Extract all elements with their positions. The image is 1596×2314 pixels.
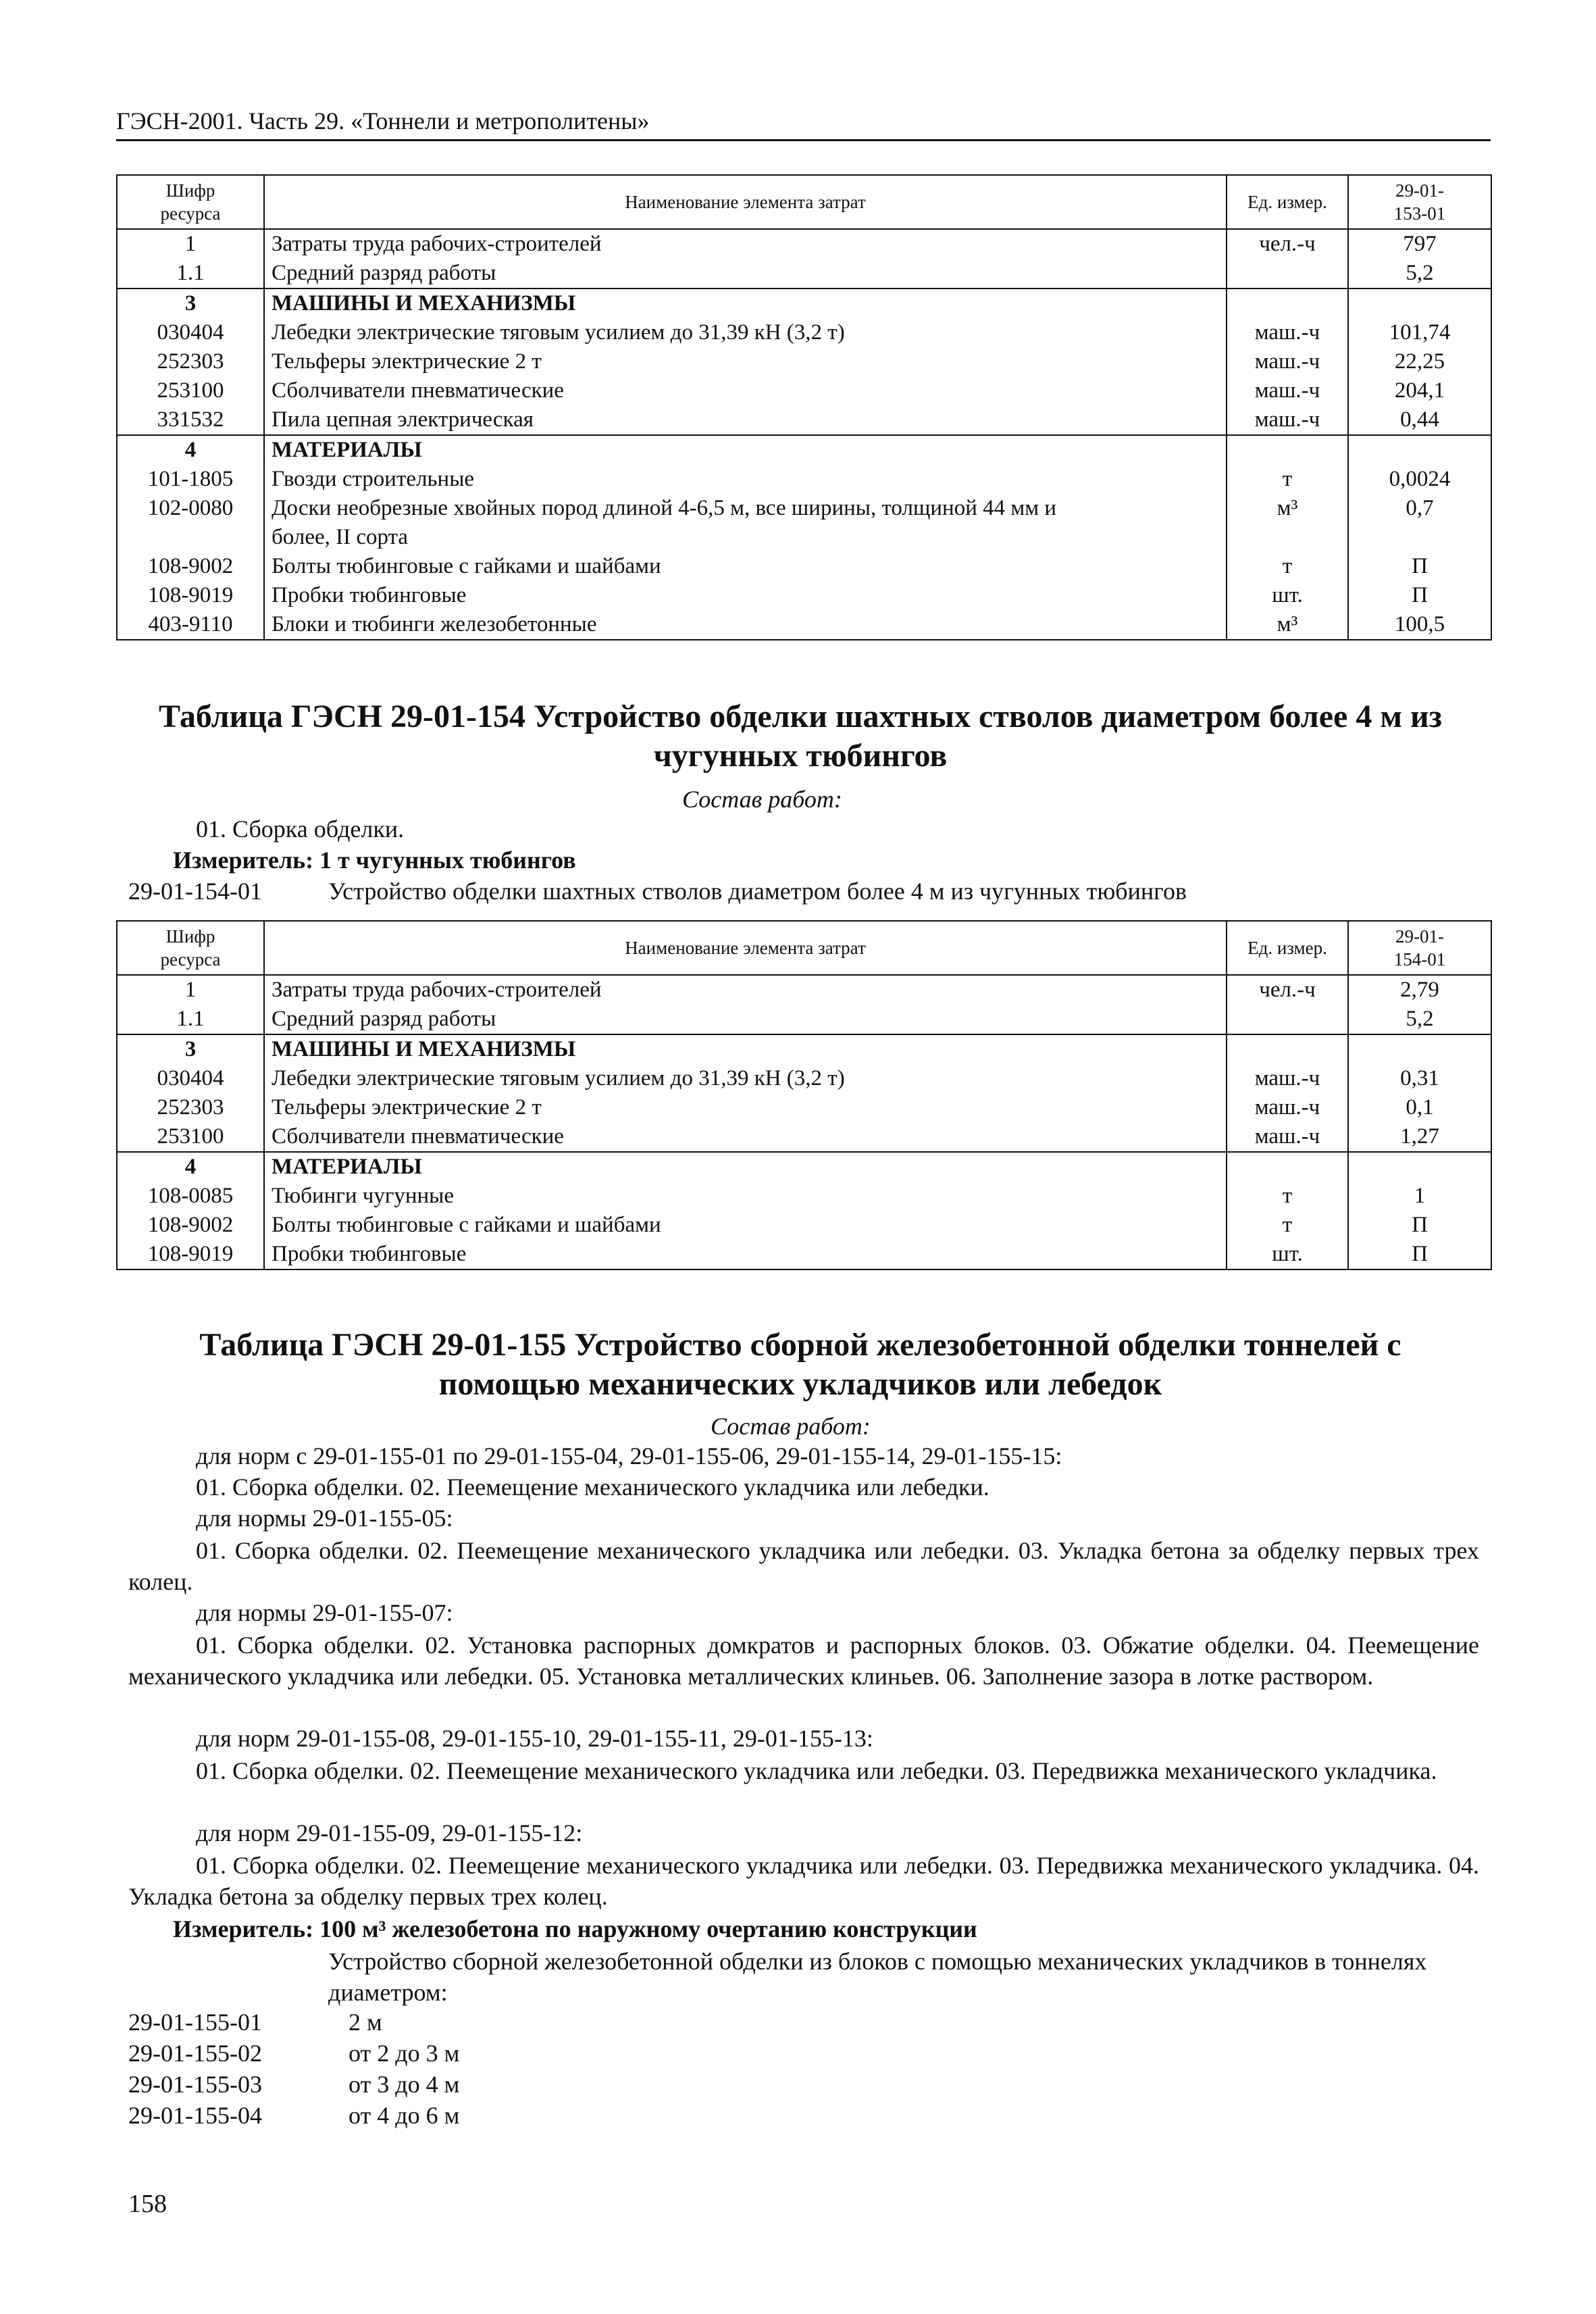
work-composition-label: Состав работ:	[682, 786, 842, 813]
resource-value	[1348, 523, 1491, 552]
table-row	[117, 376, 1491, 405]
work-composition-label: Состав работ:	[711, 1413, 871, 1440]
running-header: ГЭСН-2001. Часть 29. «Тоннели и метрополитены»	[116, 107, 650, 134]
norm-code: 29-01-155-01	[128, 2009, 262, 2036]
resource-value: 5,2	[1348, 259, 1491, 288]
col-header-code: Шифр ресурса	[117, 921, 264, 975]
col-header-norm: 29-01- 154-01	[1348, 921, 1491, 975]
resource-unit: т	[1227, 552, 1348, 581]
resource-name: Средний разряд работы	[264, 259, 1227, 288]
resource-unit	[1227, 435, 1348, 465]
resource-unit	[1227, 259, 1348, 288]
resource-name: Пробки тюбинговые	[264, 1240, 1227, 1269]
measure-unit: Измеритель: 1 т чугунных тюбингов	[173, 847, 576, 874]
resource-unit	[1227, 1152, 1348, 1182]
resource-value: 0,31	[1348, 1064, 1491, 1093]
norm-code: 29-01-154-01	[128, 878, 262, 905]
norm-label: от 2 до 3 м	[349, 2040, 460, 2067]
resource-unit: т	[1227, 1182, 1348, 1211]
table-row	[117, 1240, 1491, 1269]
table-row	[117, 288, 1491, 318]
measure-unit: Измеритель: 100 м³ железобетона по наружному очертанию конструкции	[173, 1915, 977, 1942]
resource-code: 102-0080	[117, 494, 264, 523]
resource-unit	[1227, 288, 1348, 318]
resource-unit: маш.-ч	[1227, 405, 1348, 435]
resource-table-153	[116, 174, 1492, 640]
resource-value: 2,79	[1348, 975, 1491, 1005]
norm-label: от 4 до 6 м	[349, 2102, 460, 2129]
resource-code: 108-9019	[117, 1240, 264, 1269]
resource-code: 108-0085	[117, 1182, 264, 1211]
work-items: 01. Сборка обделки. 02. Установка распорных домкратов и распорных блоков. 03. Обжатие обделки. 04. Пеемещение механического укладчика или лебедки. 05. Установка металлических клиньев. 06. Заполнение зазора в лотке раствором.	[128, 1632, 1479, 1690]
resource-unit: т	[1227, 465, 1348, 494]
col-header-norm: 29-01- 153-01	[1348, 175, 1491, 229]
resource-value: 0,7	[1348, 494, 1491, 523]
col-header-unit: Ед. измер.	[1227, 921, 1348, 975]
resource-unit: чел.-ч	[1227, 229, 1348, 259]
resource-value: П	[1348, 581, 1491, 610]
table-row	[117, 975, 1491, 1005]
resource-value: 1	[1348, 1182, 1491, 1211]
table-row	[117, 1152, 1491, 1182]
table-row	[117, 465, 1491, 494]
resource-unit	[1227, 523, 1348, 552]
resource-unit	[1227, 1034, 1348, 1064]
resource-value: 797	[1348, 229, 1491, 259]
resource-name: Сболчиватели пневматические	[264, 376, 1227, 405]
table-row	[117, 347, 1491, 376]
resource-table-154	[116, 920, 1492, 1270]
resource-name: Затраты труда рабочих-строителей	[264, 975, 1227, 1005]
table-row	[117, 610, 1491, 640]
resource-unit	[1227, 1005, 1348, 1034]
resource-code: 4	[117, 435, 264, 465]
resource-name: Тельферы электрические 2 т	[264, 347, 1227, 376]
work-item: 01. Сборка обделки.	[196, 815, 405, 842]
resource-unit: м³	[1227, 610, 1348, 640]
resource-name: Доски необрезные хвойных пород длиной 4-6,5 м, все ширины, толщиной 44 мм и	[264, 494, 1227, 523]
resource-unit: маш.-ч	[1227, 1064, 1348, 1093]
resource-value: 204,1	[1348, 376, 1491, 405]
col-header-name: Наименование элемента затрат	[264, 921, 1227, 975]
page-number: 158	[128, 2190, 167, 2218]
resource-code: 403-9110	[117, 610, 264, 640]
applicability-note: для нормы 29-01-155-05:	[196, 1505, 453, 1532]
resource-value: П	[1348, 1240, 1491, 1269]
resource-value: 0,0024	[1348, 465, 1491, 494]
table-row	[117, 581, 1491, 610]
resource-value: 22,25	[1348, 347, 1491, 376]
table-row	[117, 1093, 1491, 1122]
col-header-name: Наименование элемента затрат	[264, 175, 1227, 229]
resource-code: 108-9019	[117, 581, 264, 610]
resource-name: Пила цепная электрическая	[264, 405, 1227, 435]
resource-value	[1348, 288, 1491, 318]
table-row	[117, 1122, 1491, 1152]
resource-code: 252303	[117, 1093, 264, 1122]
resource-code: 108-9002	[117, 1211, 264, 1240]
applicability-note: для норм 29-01-155-09, 29-01-155-12:	[196, 1819, 583, 1846]
table-row	[117, 1211, 1491, 1240]
norm-label: 2 м	[349, 2009, 382, 2036]
norm-code: 29-01-155-03	[128, 2071, 262, 2098]
work-items: 01. Сборка обделки. 02. Пеемещение механического укладчика или лебедки.	[196, 1474, 989, 1501]
resource-value: 100,5	[1348, 610, 1491, 640]
resource-name: Средний разряд работы	[264, 1005, 1227, 1034]
resource-name: МАШИНЫ И МЕХАНИЗМЫ	[264, 1034, 1227, 1064]
resource-code: 253100	[117, 376, 264, 405]
resource-value	[1348, 1034, 1491, 1064]
resource-unit: маш.-ч	[1227, 318, 1348, 347]
resource-name: Тельферы электрические 2 т	[264, 1093, 1227, 1122]
resource-unit: шт.	[1227, 581, 1348, 610]
resource-code: 108-9002	[117, 552, 264, 581]
resource-name: Блоки и тюбинги железобетонные	[264, 610, 1227, 640]
table-row	[117, 1064, 1491, 1093]
table-row	[117, 259, 1491, 288]
work-items: 01. Сборка обделки. 02. Пеемещение механического укладчика или лебедки. 03. Передвижка механического укладчика.	[196, 1757, 1437, 1784]
resource-name: Пробки тюбинговые	[264, 581, 1227, 610]
resource-name: Гвозди строительные	[264, 465, 1227, 494]
table-row	[117, 523, 1491, 552]
norm-name: Устройство обделки шахтных стволов диаметром более 4 м из чугунных тюбингов	[328, 878, 1187, 905]
table-row	[117, 1034, 1491, 1064]
resource-value: П	[1348, 552, 1491, 581]
resource-code: 1.1	[117, 1005, 264, 1034]
resource-name: Болты тюбинговые с гайками и шайбами	[264, 1211, 1227, 1240]
work-items: 01. Сборка обделки. 02. Пеемещение механического укладчика или лебедки. 03. Передвижка механического укладчика. 04. Укладка бетона за обделку первых трех колец.	[128, 1852, 1479, 1910]
resource-name: МАШИНЫ И МЕХАНИЗМЫ	[264, 288, 1227, 318]
col-header-unit: Ед. измер.	[1227, 175, 1348, 229]
table-title-155: Таблица ГЭСН 29-01-155 Устройство сборной железобетонной обделки тоннелей с помощью механических укладчиков или лебедок	[199, 1327, 1401, 1402]
resource-name: Лебедки электрические тяговым усилием до 31,39 кН (3,2 т)	[264, 318, 1227, 347]
resource-value: 101,74	[1348, 318, 1491, 347]
resource-unit: м³	[1227, 494, 1348, 523]
resource-code: 253100	[117, 1122, 264, 1152]
resource-name: Тюбинги чугунные	[264, 1182, 1227, 1211]
applicability-note: для норм с 29-01-155-01 по 29-01-155-04, 29-01-155-06, 29-01-155-14, 29-01-155-15:	[196, 1442, 1062, 1469]
norm-label: от 3 до 4 м	[349, 2071, 460, 2098]
resource-value: 0,1	[1348, 1093, 1491, 1122]
norm-description: Устройство сборной железобетонной обделки из блоков с помощью механических укладчиков в тоннелях диаметром:	[328, 1948, 1427, 2006]
resource-code: 4	[117, 1152, 264, 1182]
table-row	[117, 494, 1491, 523]
resource-name: Болты тюбинговые с гайками и шайбами	[264, 552, 1227, 581]
norm-code: 29-01-155-04	[128, 2102, 262, 2129]
resource-value: 1,27	[1348, 1122, 1491, 1152]
table-row	[117, 435, 1491, 465]
resource-value	[1348, 435, 1491, 465]
resource-name: Сболчиватели пневматические	[264, 1122, 1227, 1152]
resource-unit: чел.-ч	[1227, 975, 1348, 1005]
resource-code: 030404	[117, 1064, 264, 1093]
resource-name: Затраты труда рабочих-строителей	[264, 229, 1227, 259]
resource-code: 3	[117, 288, 264, 318]
resource-code: 1	[117, 975, 264, 1005]
resource-unit: маш.-ч	[1227, 1093, 1348, 1122]
table-row	[117, 318, 1491, 347]
resource-code: 101-1805	[117, 465, 264, 494]
resource-name: Лебедки электрические тяговым усилием до 31,39 кН (3,2 т)	[264, 1064, 1227, 1093]
table-row	[117, 1005, 1491, 1034]
resource-value: 0,44	[1348, 405, 1491, 435]
work-items: 01. Сборка обделки. 02. Пеемещение механического укладчика или лебедки. 03. Укладка бетона за обделку первых трех колец.	[128, 1537, 1479, 1595]
resource-value	[1348, 1152, 1491, 1182]
resource-code: 030404	[117, 318, 264, 347]
header-rule	[116, 139, 1491, 141]
resource-code: 331532	[117, 405, 264, 435]
resource-code: 1	[117, 229, 264, 259]
table-row	[117, 405, 1491, 435]
applicability-note: для нормы 29-01-155-07:	[196, 1599, 453, 1626]
resource-unit: маш.-ч	[1227, 347, 1348, 376]
resource-code	[117, 523, 264, 552]
table-row	[117, 552, 1491, 581]
resource-value: 5,2	[1348, 1005, 1491, 1034]
resource-name: МАТЕРИАЛЫ	[264, 435, 1227, 465]
col-header-code: Шифр ресурса	[117, 175, 264, 229]
resource-unit: маш.-ч	[1227, 376, 1348, 405]
norm-code: 29-01-155-02	[128, 2040, 262, 2067]
resource-unit: маш.-ч	[1227, 1122, 1348, 1152]
resource-unit: т	[1227, 1211, 1348, 1240]
table-row	[117, 229, 1491, 259]
resource-code: 3	[117, 1034, 264, 1064]
resource-unit: шт.	[1227, 1240, 1348, 1269]
resource-name: более, II сорта	[264, 523, 1227, 552]
resource-name: МАТЕРИАЛЫ	[264, 1152, 1227, 1182]
resource-value: П	[1348, 1211, 1491, 1240]
applicability-note: для норм 29-01-155-08, 29-01-155-10, 29-01-155-11, 29-01-155-13:	[196, 1725, 873, 1752]
table-title-154: Таблица ГЭСН 29-01-154 Устройство обделки шахтных стволов диаметром более 4 м из чугунных тюбингов	[159, 699, 1442, 774]
table-row	[117, 1182, 1491, 1211]
resource-code: 252303	[117, 347, 264, 376]
resource-code: 1.1	[117, 259, 264, 288]
